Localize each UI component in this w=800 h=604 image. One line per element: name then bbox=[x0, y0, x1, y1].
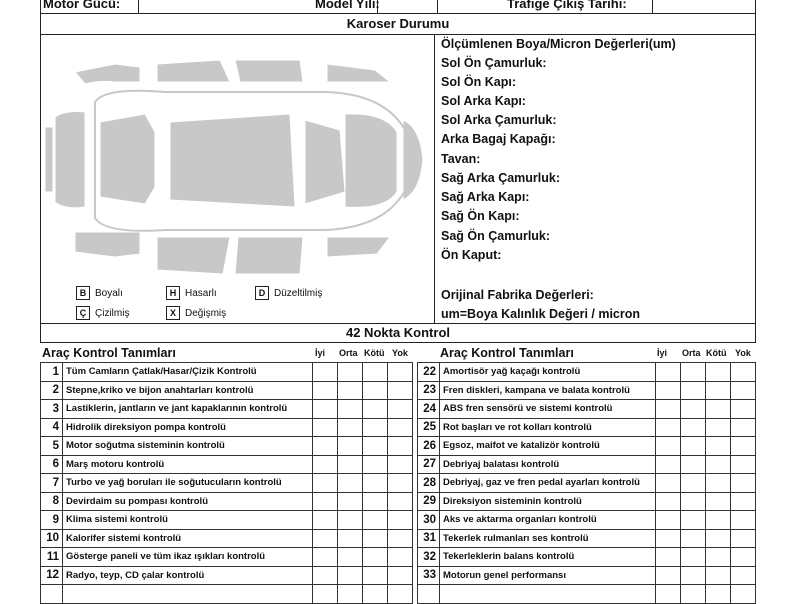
check-cell-orta[interactable] bbox=[681, 474, 706, 493]
check-cell-kotu[interactable] bbox=[706, 492, 731, 511]
right-checklist-table bbox=[417, 362, 756, 604]
legend-key-d: D bbox=[255, 286, 269, 300]
check-cell-orta[interactable] bbox=[338, 548, 363, 567]
check-cell-iyi[interactable] bbox=[656, 548, 681, 567]
check-cell-iyi[interactable] bbox=[656, 437, 681, 456]
tavan-panel bbox=[170, 114, 295, 207]
item-number: 29 bbox=[418, 492, 440, 511]
check-cell-yok[interactable] bbox=[731, 474, 756, 493]
check-cell-iyi[interactable] bbox=[656, 363, 681, 382]
check-cell-iyi[interactable] bbox=[656, 529, 681, 548]
check-cell-iyi[interactable] bbox=[656, 400, 681, 419]
checklist-row bbox=[41, 437, 413, 456]
check-cell-orta[interactable] bbox=[681, 548, 706, 567]
top-divider bbox=[437, 0, 438, 14]
item-description: Kalorifer sistemi kontrolü bbox=[63, 529, 313, 548]
model-yili-label: Model Yılı: bbox=[315, 0, 380, 11]
measure-on-kaput: Ön Kaput: bbox=[441, 248, 502, 262]
check-cell-kotu[interactable] bbox=[706, 455, 731, 474]
item-description: Klima sistemi kontrolü bbox=[63, 511, 313, 530]
check-cell-kotu[interactable] bbox=[363, 548, 388, 567]
legend-key-x: X bbox=[166, 306, 180, 320]
check-cell-yok[interactable] bbox=[388, 363, 413, 382]
check-cell-yok[interactable] bbox=[731, 492, 756, 511]
checklist-row bbox=[41, 529, 413, 548]
measure-sag-arka-camurluk: Sağ Arka Çamurluk: bbox=[441, 171, 561, 185]
item-number: 1 bbox=[41, 363, 63, 382]
check-cell-kotu[interactable] bbox=[363, 381, 388, 400]
check-cell-iyi[interactable] bbox=[313, 455, 338, 474]
check-cell-iyi[interactable] bbox=[313, 363, 338, 382]
sag-arka-kapi-panel bbox=[157, 237, 230, 274]
check-cell[interactable] bbox=[388, 585, 413, 604]
check-cell[interactable] bbox=[363, 585, 388, 604]
check-cell-orta[interactable] bbox=[681, 363, 706, 382]
sag-on-kapi-panel bbox=[235, 237, 303, 274]
legend-label-boyali: Boyalı bbox=[95, 287, 123, 299]
checklist-row bbox=[418, 585, 756, 604]
checklist-row bbox=[418, 418, 756, 437]
check-cell-kotu[interactable] bbox=[706, 381, 731, 400]
item-description: Egsoz, maifot ve katalizör kontrolü bbox=[440, 437, 656, 456]
legend-key-b: B bbox=[76, 286, 90, 300]
check-cell-yok[interactable] bbox=[388, 418, 413, 437]
measure-title: Ölçümlenen Boya/Micron Değerleri(um) bbox=[441, 37, 676, 51]
item-number: 6 bbox=[41, 455, 63, 474]
check-cell-orta[interactable] bbox=[681, 455, 706, 474]
measure-sol-on-kapi: Sol Ön Kapı: bbox=[441, 75, 516, 89]
item-number: 31 bbox=[418, 529, 440, 548]
factory-note: um=Boya Kalınlık Değeri / micron bbox=[441, 307, 641, 321]
check-cell-kotu[interactable] bbox=[363, 455, 388, 474]
empty-cell bbox=[440, 585, 656, 604]
checklist-row bbox=[41, 548, 413, 567]
checklist-row bbox=[41, 585, 413, 604]
check-cell-kotu[interactable] bbox=[706, 400, 731, 419]
checklist-row bbox=[418, 474, 756, 493]
checklist-row bbox=[41, 381, 413, 400]
check-cell-yok[interactable] bbox=[388, 474, 413, 493]
item-number: 12 bbox=[41, 566, 63, 585]
legend-key-c: Ç bbox=[76, 306, 90, 320]
sol-arka-camurluk-panel bbox=[75, 64, 140, 84]
check-cell-orta[interactable] bbox=[681, 437, 706, 456]
checklist-row bbox=[41, 474, 413, 493]
check-cell-iyi[interactable] bbox=[313, 400, 338, 419]
item-number: 7 bbox=[41, 474, 63, 493]
checklist-row bbox=[418, 363, 756, 382]
check-cell-orta[interactable] bbox=[681, 529, 706, 548]
measure-tavan: Tavan: bbox=[441, 152, 481, 166]
item-description: Direksiyon sisteminin kontrolü bbox=[440, 492, 656, 511]
check-cell-iyi[interactable] bbox=[313, 566, 338, 585]
check-cell-orta[interactable] bbox=[338, 381, 363, 400]
item-description: Debriyaj, gaz ve fren pedal ayarları kontrolü bbox=[440, 474, 656, 493]
check-cell[interactable] bbox=[656, 585, 681, 604]
item-description: Amortisör yağ kaçağı kontrolü bbox=[440, 363, 656, 382]
check-cell[interactable] bbox=[706, 585, 731, 604]
check-cell-orta[interactable] bbox=[681, 511, 706, 530]
check-cell-orta[interactable] bbox=[338, 400, 363, 419]
check-cell-iyi[interactable] bbox=[313, 511, 338, 530]
sol-arka-kapi-panel bbox=[157, 60, 230, 82]
check-cell-kotu[interactable] bbox=[706, 511, 731, 530]
check-cell-yok[interactable] bbox=[388, 566, 413, 585]
check-cell-orta[interactable] bbox=[338, 363, 363, 382]
check-cell-orta[interactable] bbox=[338, 437, 363, 456]
checklist-row bbox=[41, 418, 413, 437]
item-number: 32 bbox=[418, 548, 440, 567]
item-number: 5 bbox=[41, 437, 63, 456]
item-number: 27 bbox=[418, 455, 440, 474]
check-cell-kotu[interactable] bbox=[706, 548, 731, 567]
kontrol-title: 42 Nokta Kontrol bbox=[345, 325, 450, 340]
check-cell-yok[interactable] bbox=[388, 529, 413, 548]
item-number: 28 bbox=[418, 474, 440, 493]
check-cell-kotu[interactable] bbox=[363, 437, 388, 456]
right-section-title: Araç Kontrol Tanımları bbox=[440, 346, 574, 360]
sag-arka-camurluk-panel bbox=[75, 232, 140, 257]
left-col-iyi: İyi bbox=[315, 348, 326, 358]
empty-cell bbox=[41, 585, 63, 604]
trafige-cikis-label: Trafiğe Çıkış Tarihi: bbox=[507, 0, 627, 11]
check-cell-yok[interactable] bbox=[731, 437, 756, 456]
item-number: 25 bbox=[418, 418, 440, 437]
item-description: Stepne,kriko ve bijon anahtarları kontrolü bbox=[63, 381, 313, 400]
check-cell-iyi[interactable] bbox=[313, 548, 338, 567]
check-cell[interactable] bbox=[338, 585, 363, 604]
check-cell-yok[interactable] bbox=[388, 381, 413, 400]
measure-sol-arka-kapi: Sol Arka Kapı: bbox=[441, 94, 526, 108]
sol-on-camurluk-panel bbox=[327, 64, 390, 82]
item-description: Marş motoru kontrolü bbox=[63, 455, 313, 474]
check-cell-iyi[interactable] bbox=[656, 566, 681, 585]
checklist-row bbox=[418, 529, 756, 548]
check-cell-yok[interactable] bbox=[388, 548, 413, 567]
item-number: 10 bbox=[41, 529, 63, 548]
check-cell-iyi[interactable] bbox=[313, 437, 338, 456]
legend-key-h: H bbox=[166, 286, 180, 300]
check-cell-orta[interactable] bbox=[338, 418, 363, 437]
check-cell-orta[interactable] bbox=[338, 455, 363, 474]
on-kaput-panel bbox=[345, 114, 397, 208]
item-number: 26 bbox=[418, 437, 440, 456]
measure-sag-on-camurluk: Sağ Ön Çamurluk: bbox=[441, 229, 551, 243]
motor-gucu-label: Motor Gücü: bbox=[43, 0, 121, 11]
checklist-row bbox=[418, 492, 756, 511]
arka-cam-panel bbox=[100, 114, 155, 204]
check-cell-kotu[interactable] bbox=[363, 363, 388, 382]
check-cell-iyi[interactable] bbox=[656, 474, 681, 493]
check-cell-yok[interactable] bbox=[731, 529, 756, 548]
checklist-row bbox=[418, 566, 756, 585]
item-number: 22 bbox=[418, 363, 440, 382]
checklist-row bbox=[418, 455, 756, 474]
check-cell-orta[interactable] bbox=[681, 381, 706, 400]
item-description: Aks ve aktarma organları kontrolü bbox=[440, 511, 656, 530]
legend-boyali bbox=[76, 286, 123, 300]
top-divider bbox=[652, 0, 653, 14]
check-cell-iyi[interactable] bbox=[656, 492, 681, 511]
check-cell-yok[interactable] bbox=[388, 511, 413, 530]
check-cell-yok[interactable] bbox=[731, 418, 756, 437]
item-number: 9 bbox=[41, 511, 63, 530]
item-number: 23 bbox=[418, 381, 440, 400]
legend-duzeltilmis bbox=[255, 286, 322, 300]
item-description: Motor soğutma sisteminin kontrolü bbox=[63, 437, 313, 456]
measure-sol-arka-camurluk: Sol Arka Çamurluk: bbox=[441, 113, 557, 127]
measure-sol-on-camurluk: Sol Ön Çamurluk: bbox=[441, 56, 547, 70]
left-col-yok: Yok bbox=[392, 348, 408, 358]
checklist-row bbox=[41, 511, 413, 530]
arka-bagaj-panel bbox=[55, 112, 85, 208]
top-info-row bbox=[40, 0, 756, 14]
check-cell-yok[interactable] bbox=[731, 381, 756, 400]
check-cell-kotu[interactable] bbox=[363, 511, 388, 530]
item-description: Debriyaj balatası kontrolü bbox=[440, 455, 656, 474]
top-divider bbox=[138, 0, 139, 14]
sol-on-kapi-panel bbox=[235, 60, 303, 82]
check-cell-iyi[interactable] bbox=[313, 381, 338, 400]
check-cell-yok[interactable] bbox=[731, 363, 756, 382]
check-cell[interactable] bbox=[313, 585, 338, 604]
left-col-orta: Orta bbox=[339, 348, 358, 358]
check-cell-yok[interactable] bbox=[731, 548, 756, 567]
legend-degismis bbox=[166, 306, 226, 320]
legend-label-duzeltilmis: Düzeltilmiş bbox=[274, 287, 323, 299]
check-cell-kotu[interactable] bbox=[363, 566, 388, 585]
legend-label-degismis: Değişmiş bbox=[185, 307, 227, 319]
legend-hasarli bbox=[166, 286, 217, 300]
checklist-row bbox=[41, 363, 413, 382]
check-cell-orta[interactable] bbox=[338, 511, 363, 530]
factory-title: Orijinal Fabrika Değerleri: bbox=[441, 288, 594, 302]
sag-on-camurluk-panel bbox=[327, 237, 390, 257]
check-cell-orta[interactable] bbox=[338, 529, 363, 548]
check-cell-kotu[interactable] bbox=[706, 529, 731, 548]
checklist-row bbox=[418, 511, 756, 530]
check-cell-iyi[interactable] bbox=[313, 492, 338, 511]
check-cell-iyi[interactable] bbox=[656, 418, 681, 437]
on-cam-panel bbox=[305, 120, 345, 204]
check-cell-orta[interactable] bbox=[681, 418, 706, 437]
check-cell-kotu[interactable] bbox=[706, 474, 731, 493]
check-cell-yok[interactable] bbox=[388, 437, 413, 456]
karoser-title: Karoser Durumu bbox=[346, 16, 450, 31]
check-cell-kotu[interactable] bbox=[363, 418, 388, 437]
check-cell-orta[interactable] bbox=[338, 492, 363, 511]
empty-cell bbox=[63, 585, 313, 604]
item-description: Turbo ve yağ boruları ile soğutucuların kontrolü bbox=[63, 474, 313, 493]
item-description: Tekerlek rulmanları ses kontrolü bbox=[440, 529, 656, 548]
item-number: 11 bbox=[41, 548, 63, 567]
check-cell-orta[interactable] bbox=[681, 566, 706, 585]
check-cell-iyi[interactable] bbox=[313, 529, 338, 548]
check-cell-kotu[interactable] bbox=[706, 418, 731, 437]
check-cell-yok[interactable] bbox=[388, 492, 413, 511]
legend-label-hasarli: Hasarlı bbox=[185, 287, 217, 299]
right-col-yok: Yok bbox=[735, 348, 751, 358]
item-description: Tüm Camların Çatlak/Hasar/Çizik Kontrolü bbox=[63, 363, 313, 382]
check-cell-yok[interactable] bbox=[731, 455, 756, 474]
item-description: Lastiklerin, jantların ve jant kapaklarının kontrolü bbox=[63, 400, 313, 419]
right-col-kotu: Kötü bbox=[706, 348, 727, 358]
item-description: Devirdaim su pompası kontrolü bbox=[63, 492, 313, 511]
check-cell[interactable] bbox=[731, 585, 756, 604]
item-number: 4 bbox=[41, 418, 63, 437]
left-section-title: Araç Kontrol Tanımları bbox=[42, 346, 176, 360]
check-cell-kotu[interactable] bbox=[706, 363, 731, 382]
item-number: 33 bbox=[418, 566, 440, 585]
check-cell-iyi[interactable] bbox=[656, 381, 681, 400]
right-col-iyi: İyi bbox=[657, 348, 668, 358]
item-description: Motorun genel performansı bbox=[440, 566, 656, 585]
check-cell-orta[interactable] bbox=[338, 566, 363, 585]
item-number: 8 bbox=[41, 492, 63, 511]
checklist-row bbox=[418, 548, 756, 567]
check-cell-kotu[interactable] bbox=[363, 492, 388, 511]
check-cell-iyi[interactable] bbox=[656, 511, 681, 530]
check-cell-kotu[interactable] bbox=[706, 437, 731, 456]
check-cell-iyi[interactable] bbox=[656, 455, 681, 474]
measure-sag-arka-kapi: Sağ Arka Kapı: bbox=[441, 190, 530, 204]
legend-cizilmis bbox=[76, 306, 129, 320]
check-cell-yok[interactable] bbox=[731, 566, 756, 585]
left-col-kotu: Kötü bbox=[364, 348, 385, 358]
item-number: 30 bbox=[418, 511, 440, 530]
measure-arka-bagaj: Arka Bagaj Kapağı: bbox=[441, 132, 556, 146]
item-description: Fren diskleri, kampana ve balata kontrolü bbox=[440, 381, 656, 400]
item-description: Tekerleklerin balans kontrolü bbox=[440, 548, 656, 567]
checklist-row bbox=[41, 455, 413, 474]
item-description: ABS fren sensörü ve sistemi kontrolü bbox=[440, 400, 656, 419]
check-cell-kotu[interactable] bbox=[363, 529, 388, 548]
check-cell-kotu[interactable] bbox=[363, 400, 388, 419]
check-cell-kotu[interactable] bbox=[363, 474, 388, 493]
item-description: Hidrolik direksiyon pompa kontrolü bbox=[63, 418, 313, 437]
karoser-divider bbox=[434, 34, 435, 324]
checklist-row bbox=[418, 437, 756, 456]
car-body-diagram bbox=[45, 42, 430, 282]
item-number: 24 bbox=[418, 400, 440, 419]
arka-tampon-panel bbox=[45, 127, 53, 192]
check-cell-yok[interactable] bbox=[388, 400, 413, 419]
measure-sag-on-kapi: Sağ Ön Kapı: bbox=[441, 209, 520, 223]
checklist-row bbox=[41, 400, 413, 419]
checklist-row bbox=[418, 400, 756, 419]
check-cell-orta[interactable] bbox=[681, 492, 706, 511]
item-number: 3 bbox=[41, 400, 63, 419]
check-cell-yok[interactable] bbox=[731, 400, 756, 419]
empty-cell bbox=[418, 585, 440, 604]
check-cell-kotu[interactable] bbox=[706, 566, 731, 585]
item-number: 2 bbox=[41, 381, 63, 400]
check-cell-iyi[interactable] bbox=[313, 418, 338, 437]
check-cell-iyi[interactable] bbox=[313, 474, 338, 493]
item-description: Rot başları ve rot kolları kontrolü bbox=[440, 418, 656, 437]
check-cell-orta[interactable] bbox=[338, 474, 363, 493]
item-description: Radyo, teyp, CD çalar kontrolü bbox=[63, 566, 313, 585]
check-cell-yok[interactable] bbox=[731, 511, 756, 530]
checklist-row bbox=[41, 492, 413, 511]
left-checklist-table bbox=[40, 362, 413, 604]
right-col-orta: Orta bbox=[682, 348, 701, 358]
checklist-row bbox=[41, 566, 413, 585]
checklist-row bbox=[418, 381, 756, 400]
check-cell[interactable] bbox=[681, 585, 706, 604]
legend-label-cizilmis: Çizilmiş bbox=[95, 307, 130, 319]
check-cell-orta[interactable] bbox=[681, 400, 706, 419]
check-cell-yok[interactable] bbox=[388, 455, 413, 474]
item-description: Gösterge paneli ve tüm ikaz ışıkları kontrolü bbox=[63, 548, 313, 567]
